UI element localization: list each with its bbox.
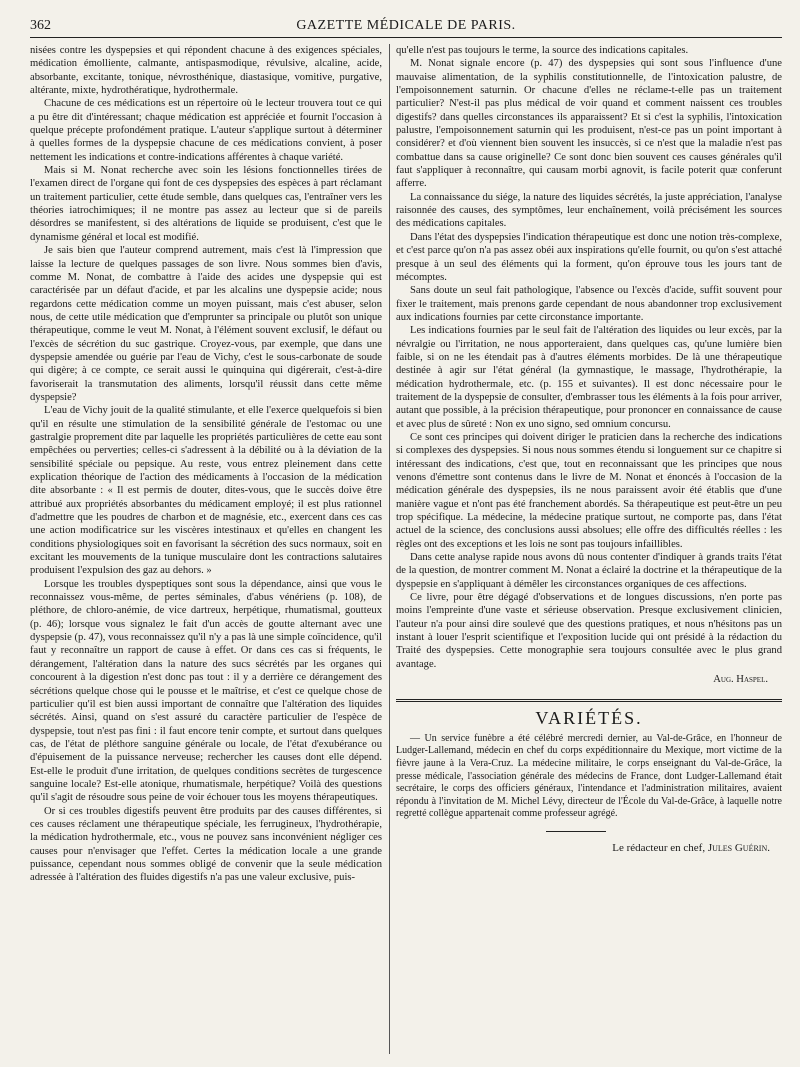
paragraph: Lorsque les troubles dyspeptiques sont sous la dépendance, ainsi que vous le reconnaissez vous-même, de pertes séminales, d'abus vénériens (p. 108), de pléthore, de chloro-anémie, de vice dartreux, herpétique, rhumatismal, goutteux (p. 46); lorsque vous signalez le fait d'un accès de goutte alternant avec une dyspepsie (p. 47), vous reconnaissez qu'il n'y a pas là une simple coïncidence, qu'il faut y reconnaître un rapport de cause à effet. Or dans ces cas si fréquents, le dérangement, l'altération dans la nature des sucs sécrétés par les organes qui concourent à la digestion n'est donc pas tout : il y a derrière ce dérangement des sécrétions quelque chose qui le pousse et le maîtrise, et c'est ce quelque chose de particulier qu'il est bien aussi important de connaître que l'altération des liquides sécrétés. Ainsi, quand on s'est assuré du caractère particulier de l'espèce de dyspepsie, tout n'est pas fini : il faut encore tenir compte, et surtout dans quelques cas, de l'état de pléthore sanguine générale ou locale, de l'état d'exubérance ou d'épuisement de la puissance nerveuse; rechercher les causes dont elle dépend. Est-elle le produit d'une irritation, de quelques conditions secrètes de turgescence sanguine locale? Est-elle atonique, rhumatismale, herpétique? Voilà des questions qu'il s'agit de résoudre sous peine de voir échouer tous les moyens thérapeutiques. [30,578,382,804]
paragraph: Mais si M. Nonat recherche avec soin les lésions fonctionnelles tirées de l'examen direct de l'organe qui font de ces dyspepsies des espèces à part réclamant un traitement particulier, cette étude semble, dans quelques cas, l'entraîner vers les théories iatrochimiques; il ne montre pas assez au lecteur que si de pareils désordres se manifestent, si des altérations de liquide se produisent, c'est que le dynamisme général et local est modifié. [30,165,382,243]
varietes-text: — Un service funèbre a été célébré mercredi dernier, au Val-de-Grâce, en l'honneur de Ludger-Lallemand, médecin en chef du corps expéditionnaire du Mexique, mort victime de la fièvre jaune à la Vera-Cruz. La médecine militaire, le corps enseignant du Val-de-Grâce, la presse médicale, l'association générale des médecins de France, dont Ludger-Lallemand était secrétaire, le corps des officiers généraux, l'intendance et l'administration militaires, avaient répondu à l'invitation de M. Michel Lévy, directeur de l'École du Val-de-Grâce, à laquelle notre regretté collègue appartenait comme professeur agrégé. [396,732,782,820]
page-header [30,14,782,36]
paragraph: Ce sont ces principes qui doivent diriger le praticien dans la recherche des indications si complexes des dyspepsies. Si nous nous sommes étendu si longuement sur ce chapitre si intéressant des indications, c'est que, tout en reconnaissant que les principes que nous venons d'émettre sont contenus dans le livre de M. Nonat et énoncés à l'occasion de la médication générale des dyspepsies, ils ne nous paraissent avoir été établis que d'une manière vague et n'ont pas été franchement abordés. Sa thérapeutique est peut-être un peu trop spécifique. La médecine, la médecine pratique surtout, ne comporte pas, dans l'état actuel de la science, des conclusions aussi absolues; elle offre des difficultés réelles : les règles ont des exceptions et les lois ne sont pas toujours infaillibles. [396,431,782,550]
paragraph: Ce livre, pour être dégagé d'observations et de longues discussions, n'en porte pas moins l'empreinte d'une vaste et sérieuse observation. Presque exclusivement clinicien, l'auteur n'a pour ainsi dire soulevé que des questions pratiques, et nous n'hésitons pas un instant à louer l'esprit scientifique et l'exposition lucide qui ont présidé à la rédaction du Traité des dyspepsies. Cette monographie sera toujours consultée avec le plus grand avantage. [396,592,782,670]
column-divider [389,44,390,1054]
paragraph: Je sais bien que l'auteur comprend autrement, mais c'est là l'impression que laisse la lecture de quelques passages de son livre. Nous sommes bien d'avis, comme M. Nonat, de combattre à l'aide des acides une dyspepsie qui est caractérisée par un défaut d'acide, et par les alcalins une dyspepsie acide; nous regardons cette médication comme un moyen puissant, mais c'est abuser, selon nous, de cette utile médication que d'emprunter sa principale ou plutôt son unique thérapeutique, comme le veut M. Nonat, à l'élément souvent exclusif, le défaut ou l'excès de sécrétion du suc gastrique. Croyez-vous, par exemple, que dans une dyspepsie amendée ou guérie par l'eau de Vichy, c'est le sous-carbonate de soude qui digère; à ce compte, ce serait aussi le quinquina qui digérerait, c'est-à-dire favoriserait la transmutation des aliments, lorsqu'il réussit dans cette même dyspepsie? [30,245,382,403]
header-rule [30,37,782,38]
paragraph: nisées contre les dyspepsies et qui répondent chacune à des exigences spéciales, médication émolliente, calmante, antispasmodique, révulsive, alcaline, acide, absorbante, excitante, tonique, névrosthénique, diastasique, vomitive, purgative, altérante, mixte, hydrothératique, hydrothermale. [30,45,382,97]
paragraph: Sans doute un seul fait pathologique, l'absence ou l'excès d'acide, suffit souvent pour fixer le traitement, mais prenons garde cependant de nous abandonner trop exclusivement aux indications fournies par cette circonstance importante. [396,285,782,323]
editor-label: Le rédacteur en chef, [612,842,706,854]
paragraph: Chacune de ces médications est un répertoire où le lecteur trouvera tout ce qui a pu être dit d'intéressant; chaque médication est appréciée et fournit l'occasion à quelque précepte profondément pratique. L'auteur s'applique surtout à déterminer à quelles formes de la dyspepsie chacune de ces médications convient, à poser nettement les indications et contre-indications afférentes à chaque variété. [30,98,382,163]
right-column [396,44,782,1054]
paragraph: La connaissance du siége, la nature des liquides sécrétés, la juste appréciation, l'analyse raisonnée des causes, des symptômes, leur enchaînement, voilà précisément les sources des médications capitales. [396,191,782,230]
paragraph: Les indications fournies par le seul fait de l'altération des liquides ou leur excès, par la névralgie ou l'irritation, ne nous apporteraient, dans quelques cas, qu'une lumière bien faible, si on ne les étendait pas à d'autres éléments morbides. De là une thérapeutique destinée à agir sur l'état général (la gymnastique, le massage, l'hydrothérapie, la médication hydrothermale, etc. (p. 155 et suivantes). Il est donc nécessaire pour le traitement de la dyspepsie de consulter, d'embrasser tous les éléments à la fois pour arriver, autant que possible, à la précision thérapeutique, pour prononcer en connaissance de cause et avec plus de sûreté : Non ex uno signo, sed omnium concursu. [396,325,782,430]
section-rule [396,699,782,702]
paragraph: qu'elle n'est pas toujours le terme, la source des indications capitales. [396,45,689,56]
section-title: VARIÉTÉS. [535,707,643,728]
editor-name: Jules Guérin. [707,842,770,854]
paragraph: Dans l'état des dyspepsies l'indication thérapeutique est donc une notion très-complexe, et c'est parce qu'on n'a pas assez obéi aux inspirations qu'elle fournit, ou qu'on s'est attaché presque à un seul des éléments qui la forment, qu'on éprouve tous les jours tant de mécomptes. [396,231,782,283]
paragraph: Or si ces troubles digestifs peuvent être produits par des causes différentes, si ces causes réclament une thérapeutique spéciale, les ferrugineux, l'hydrothérapie, la médication hydrothermale, etc., vous ne pouvez sans inconvénient négliger ces causes pour n'envisager que l'effet. Certes la médication locale a une grande puissance, cependant nous sommes obligé de convenir que la seule médication adressée à l'altération des fluides digestifs n'a pas une valeur exclusive, puis- [30,805,382,884]
journal-title: GAZETTE MÉDICALE DE PARIS. [296,18,516,33]
author-signature: Aug. Haspel. [713,674,768,686]
paragraph: M. Nonat signale encore (p. 47) des dyspepsies qui sont sous l'influence d'une mauvaise alimentation, de la syphilis constitutionnelle, de l'intoxication palustre, de l'empoisonnement saturnin. Or chacune d'elles ne réclame-t-elle pas un traitement particulier? N'est-il pas plus médical de voir quand et comment naissent ces troubles digestifs? dans quelles circonstances ils apparaissent? Et si c'est la syphilis, l'intoxication palustre, l'empoisonnement saturnin qui les produisent, n'est-ce pas un point important à considérer? et d'où viennent bien souvent les insuccès, si ce n'est que la maladie n'est pas combattue dans sa cause originelle? Ce sont donc bien souvent ces causes générales qu'il faut s'appliquer à reconnaître, qui causam morbi agnovit, is facile poterit quæ conferunt afferre. [396,58,782,190]
page-number: 362 [30,18,51,33]
paragraph: L'eau de Vichy jouit de la qualité stimulante, et elle l'exerce quelquefois si bien qu'il en résulte une stimulation de la sensibilité générale de l'estomac ou une gastralgie proprement dite par laquelle les propriétés particulières de cette eau sont empêchées ou perverties; celles-ci s'adressent à la débilité ou à la déviation de la sensibilité spéciale ou pepsique. Au reste, vous entrez pleinement dans cette explication théorique de l'action des médicaments à l'occasion de la médication dite absorbante : « Il est permis de douter, dites-vous, que le succès doive être attribué aux propriétés absorbantes du médicament employé; il est plus rationnel d'admettre que les poudres de charbon et de magnésie, etc., exercent dans ces cas une action modificatrice sur les viscères intestinaux et qu'elles en changent les conditions physiologiques soit en favorisant la sécrétion des sucs normaux, soit en excitant les mouvements de la tunique musculaire dont les contractions salutaires produisent l'expulsion des gaz au dehors. » [30,405,382,577]
left-column [30,44,382,1054]
footer-rule [546,831,606,832]
editor-line [396,842,782,855]
paragraph: Dans cette analyse rapide nous avons dû nous contenter d'indiquer à grands traits l'état de la question, de montrer comment M. Nonat a éclairé la doctrine et la thérapeutique de la dyspepsie en s'appliquant à démêler les circonstances organiques de ces affections. [396,552,782,590]
